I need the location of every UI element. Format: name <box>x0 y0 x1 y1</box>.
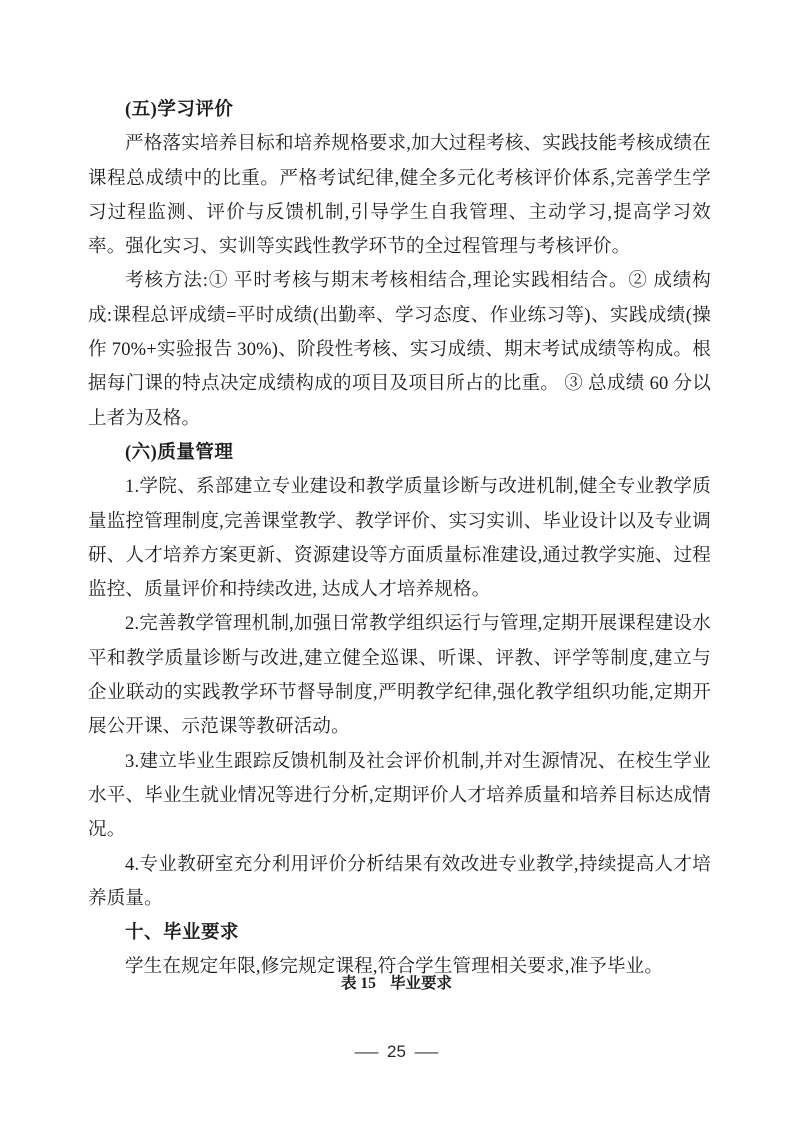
section-heading-graduation-requirements: 十、毕业要求 <box>125 923 240 944</box>
page-content <box>88 93 711 985</box>
page-footer <box>0 1040 793 1064</box>
section-heading-quality-management: (六)质量管理 <box>125 442 234 463</box>
paragraph-quality-item-2: 2.完善教学管理机制,加强日常教学组织运行与管理,定期开展课程建设水平和教学质量诊断与改进,建立健全巡课、听课、评教、评学等制度,建立与企业联动的实践教学环节督导制度,严明教学纪律,强化教学组织功能,定期开展公开课、示范课等教研活动。 <box>88 614 711 738</box>
section-heading-learning-evaluation: (五)学习评价 <box>125 100 234 120</box>
table-caption-title: 毕业要求 <box>389 975 452 992</box>
paragraph-quality-item-4: 4.专业教研室充分利用评价分析结果有效改进专业教学,持续提高人才培养质量。 <box>88 854 711 909</box>
footer-dash-right: — <box>414 1042 439 1061</box>
paragraph-quality-item-1: 1.学院、系部建立专业建设和教学质量诊断与改进机制,健全专业教学质量监控管理制度,完善课堂教学、教学评价、实习实训、毕业设计以及专业调研、人才培养方案更新、资源建设等方面质量标准建设,通过教学实施、过程监控、质量评价和持续改进, 达成人才培养规格。 <box>88 477 711 601</box>
table-caption <box>0 972 793 996</box>
page-number: 25 <box>387 1042 406 1061</box>
paragraph-graduation-requirement: 学生在规定年限,修完规定课程,符合学生管理相关要求,准予毕业。 <box>125 957 664 978</box>
table-caption-number: 表 15 <box>341 975 376 992</box>
footer-dash-left: — <box>354 1042 379 1061</box>
paragraph-evaluation-overview: 严格落实培养目标和培养规格要求,加大过程考核、实践技能考核成绩在课程总成绩中的比重。严格考试纪律,健全多元化考核评价体系,完善学生学习过程监测、评价与反馈机制,引导学生自我管理、主动学习,提高学习效率。强化实习、实训等实践性教学环节的全过程管理与考核评价。 <box>88 134 711 258</box>
paragraph-quality-item-3: 3.建立毕业生跟踪反馈机制及社会评价机制,并对生源情况、在校生学业水平、毕业生就业情况等进行分析,定期评价人才培养质量和培养目标达成情况。 <box>88 751 711 841</box>
paragraph-assessment-methods: 考核方法:① 平时考核与期末考核相结合,理论实践相结合。② 成绩构成:课程总评成绩=平时成绩(出勤率、学习态度、作业练习等)、实践成绩(操作 70%+实验报告 30%)、阶段性考核、实习成绩、期末考试成绩等构成。根据每门课的特点决定成绩构成的项目及项目所占的比重。 ③ 总成绩 60 分以上者为及格。 <box>88 271 711 429</box>
